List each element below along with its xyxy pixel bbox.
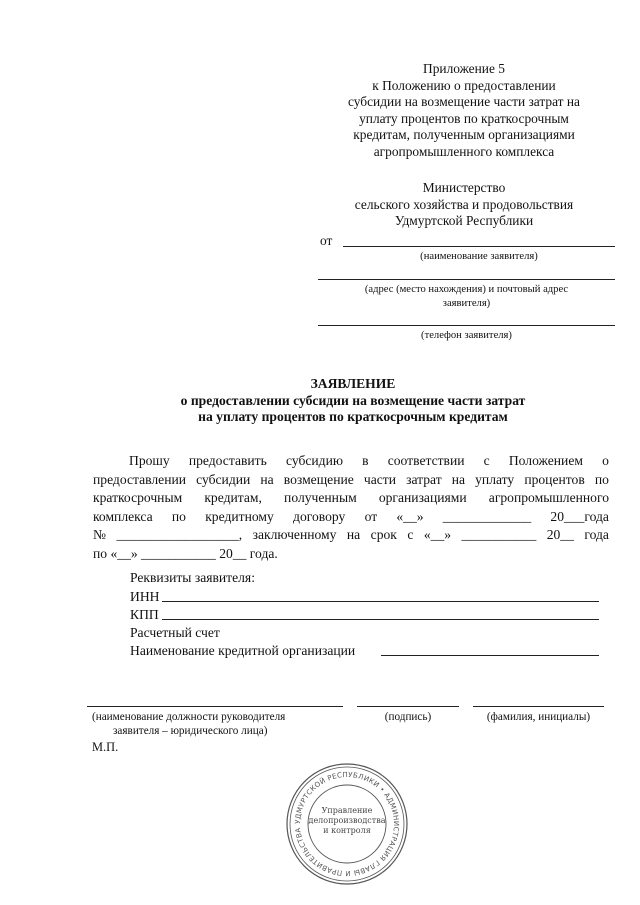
application-body [93,452,609,564]
title-line: о предоставлении субсидии на возмещение части затрат [180,392,526,408]
addressee-block [330,180,598,230]
stamp-center-line: и контроля [323,826,371,835]
annex-line: к Положению о предоставлении [372,77,556,93]
inn-label: ИНН [130,589,160,604]
body-line: Прошу предоставить субсидию в соответствии с Положением о [129,453,609,468]
annex-line: агропромышленного комплекса [373,143,555,159]
from-label: от [320,233,333,248]
inn-field[interactable] [162,601,599,602]
applicant-address-field[interactable] [318,279,615,280]
title-heading: ЗАЯВЛЕНИЕ [310,376,396,391]
annex-line: кредитам, полученным организациями [353,127,575,143]
signature-caption: (подпись) [384,711,432,723]
body-line: предоставлении субсидии на возмещение части затрат на уплату процентов по [93,471,609,487]
document-title [110,376,596,426]
addressee-line: Министерство [422,180,506,195]
name-field[interactable] [473,706,604,707]
account-label: Расчетный счет [130,625,220,640]
stamp-center-line: Управление [321,806,373,815]
signature-field[interactable] [357,706,459,707]
applicant-phone-field[interactable] [318,325,615,326]
annex-line: субсидии на возмещение части затрат на [348,94,580,110]
position-caption-2: заявителя – юридического лица) [113,725,268,737]
body-line: краткосрочным кредитам, полученным организациями агропромышленного [93,490,609,506]
applicant-address-caption: (адрес (место нахождения) и почтовый адрес [364,284,569,295]
stamp-ring-text: УДМУРТСКОЙ РЕСПУБЛИКИ • АДМИНИСТРАЦИЯ ГЛАВЫ И ПРАВИТЕЛЬСТВА [293,770,401,878]
bank-field[interactable] [381,655,599,656]
stamp-center-line: делопроизводства [308,816,386,825]
stamp-seal-icon [285,762,409,886]
position-field[interactable] [87,706,343,707]
kpp-label: КПП [130,607,159,622]
official-stamp [285,762,409,886]
addressee-line: Удмуртской Республики [394,213,534,229]
annex-header [330,61,598,161]
bank-label: Наименование кредитной организации [130,643,356,658]
name-caption: (фамилия, инициалы) [486,711,591,723]
position-caption: (наименование должности руководителя [92,711,286,723]
annex-line: уплату процентов по краткосрочным [359,110,569,126]
applicant-phone-caption: (телефон заявителя) [421,330,512,341]
kpp-field[interactable] [162,619,599,620]
requisites-header: Реквизиты заявителя: [130,570,255,585]
annex-line: Приложение 5 [423,61,505,76]
body-line: по «__» ___________ 20__ года. [93,545,278,561]
applicant-name-field[interactable] [343,246,615,247]
seal-place-label: М.П. [92,740,119,754]
applicant-address-caption-2: заявителя) [442,298,491,309]
addressee-line: сельского хозяйства и продовольствия [354,196,574,212]
body-line: комплекса по кредитному договору от «__» _____________ 20___года [93,508,609,524]
body-line: № __________________, заключенному на срок с «__» ___________ 20__ года [93,527,609,543]
title-line: на уплату процентов по краткосрочным кредитам [198,409,508,425]
applicant-name-caption: (наименование заявителя) [420,251,538,262]
